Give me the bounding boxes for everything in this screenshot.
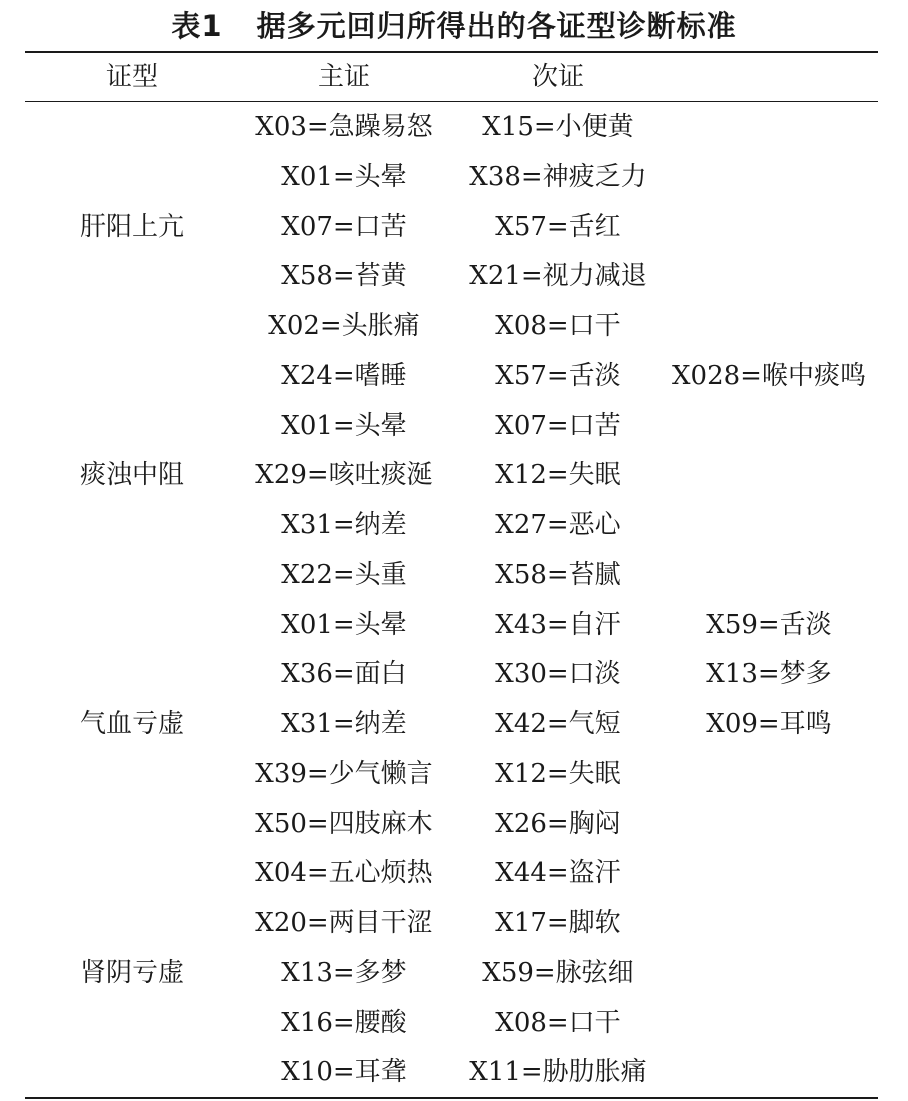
main-symptom-cell: X01=头晕 <box>281 410 407 441</box>
secondary-symptom-cell: X12=失眠 <box>495 460 621 491</box>
table-row <box>0 749 908 799</box>
secondary-symptom-cell: X44=盗汗 <box>495 858 621 889</box>
table-row <box>0 1047 908 1097</box>
table-row <box>0 152 908 202</box>
table-row <box>0 898 908 948</box>
main-symptom-cell: X22=头重 <box>281 559 407 590</box>
main-symptom-cell: X50=四肢麻木 <box>255 808 433 839</box>
main-symptom-cell: X01=头晕 <box>281 161 407 192</box>
secondary-symptom-cell: X58=苔腻 <box>495 559 621 590</box>
table-row <box>0 848 908 898</box>
table-row <box>0 301 908 351</box>
syndrome-cell: 气血亏虚 <box>79 709 185 739</box>
table-row <box>0 649 908 699</box>
secondary-symptom-cell: X38=神疲乏力 <box>469 161 647 192</box>
table-row <box>0 799 908 849</box>
secondary-symptom-cell: X15=小便黄 <box>482 112 634 142</box>
syndrome-cell: 痰浊中阻 <box>79 460 185 491</box>
secondary-symptom-cell: X57=舌淡 <box>495 360 621 391</box>
main-symptom-cell: X58=苔黄 <box>281 261 407 292</box>
table-header <box>0 53 908 101</box>
secondary-symptom-cell: X08=口干 <box>495 311 621 341</box>
table-row <box>0 699 908 749</box>
main-symptom-cell: X03=急躁易怒 <box>255 112 433 142</box>
table-row <box>0 948 908 998</box>
table-row <box>0 550 908 600</box>
extra-symptom-cell: X59=舌淡 <box>706 609 832 640</box>
main-symptom-cell: X29=咳吐痰涎 <box>255 460 433 491</box>
secondary-symptom-cell: X59=脉弦细 <box>482 957 634 988</box>
table-number: 表1 <box>171 9 223 43</box>
main-symptom-cell: X24=嗜睡 <box>281 360 407 391</box>
extra-symptom-cell: X13=梦多 <box>706 659 832 690</box>
header-main-symptom: 主证 <box>317 62 371 92</box>
secondary-symptom-cell: X17=脚软 <box>495 908 621 938</box>
table-title <box>0 4 908 48</box>
syndrome-cell: 肾阴亏虚 <box>79 957 185 988</box>
table-row <box>0 450 908 500</box>
main-symptom-cell: X01=头晕 <box>281 609 407 640</box>
secondary-symptom-cell: X21=视力减退 <box>469 261 647 292</box>
table-row <box>0 351 908 401</box>
table-row <box>0 600 908 650</box>
main-symptom-cell: X31=纳差 <box>281 510 407 540</box>
table-row <box>0 202 908 252</box>
secondary-symptom-cell: X57=舌红 <box>495 211 621 242</box>
syndrome-cell: 肝阳上亢 <box>79 211 185 242</box>
header-syndrome: 证型 <box>105 62 159 92</box>
table-caption: 据多元回归所得出的各证型诊断标准 <box>256 9 737 43</box>
secondary-symptom-cell: X12=失眠 <box>495 758 621 789</box>
secondary-symptom-cell: X08=口干 <box>495 1007 621 1038</box>
secondary-symptom-cell: X30=口淡 <box>495 659 621 690</box>
secondary-symptom-cell: X07=口苦 <box>495 410 621 441</box>
secondary-symptom-cell: X26=胸闷 <box>495 808 621 839</box>
main-symptom-cell: X36=面白 <box>281 659 407 690</box>
table-body <box>0 102 908 1097</box>
table-row <box>0 401 908 451</box>
main-symptom-cell: X10=耳聋 <box>281 1057 407 1088</box>
secondary-symptom-cell: X43=自汗 <box>495 609 621 640</box>
table-row <box>0 500 908 550</box>
secondary-symptom-cell: X11=胁肋胀痛 <box>469 1057 647 1088</box>
main-symptom-cell: X31=纳差 <box>281 709 407 739</box>
secondary-symptom-cell: X27=恶心 <box>495 510 621 540</box>
main-symptom-cell: X04=五心烦热 <box>255 858 433 889</box>
bottom-rule <box>25 1097 878 1099</box>
main-symptom-cell: X39=少气懒言 <box>255 758 433 789</box>
table-row <box>0 998 908 1048</box>
main-symptom-cell: X07=口苦 <box>281 211 407 242</box>
table-row <box>0 251 908 301</box>
main-symptom-cell: X02=头胀痛 <box>268 311 420 341</box>
extra-symptom-cell: X09=耳鸣 <box>706 709 832 739</box>
header-secondary-symptom: 次证 <box>531 62 585 92</box>
table-row <box>0 102 908 152</box>
secondary-symptom-cell: X42=气短 <box>495 709 621 739</box>
main-symptom-cell: X20=两目干涩 <box>255 908 433 938</box>
extra-symptom-cell: X028=喉中痰鸣 <box>672 360 866 391</box>
main-symptom-cell: X13=多梦 <box>281 957 407 988</box>
main-symptom-cell: X16=腰酸 <box>281 1007 407 1038</box>
